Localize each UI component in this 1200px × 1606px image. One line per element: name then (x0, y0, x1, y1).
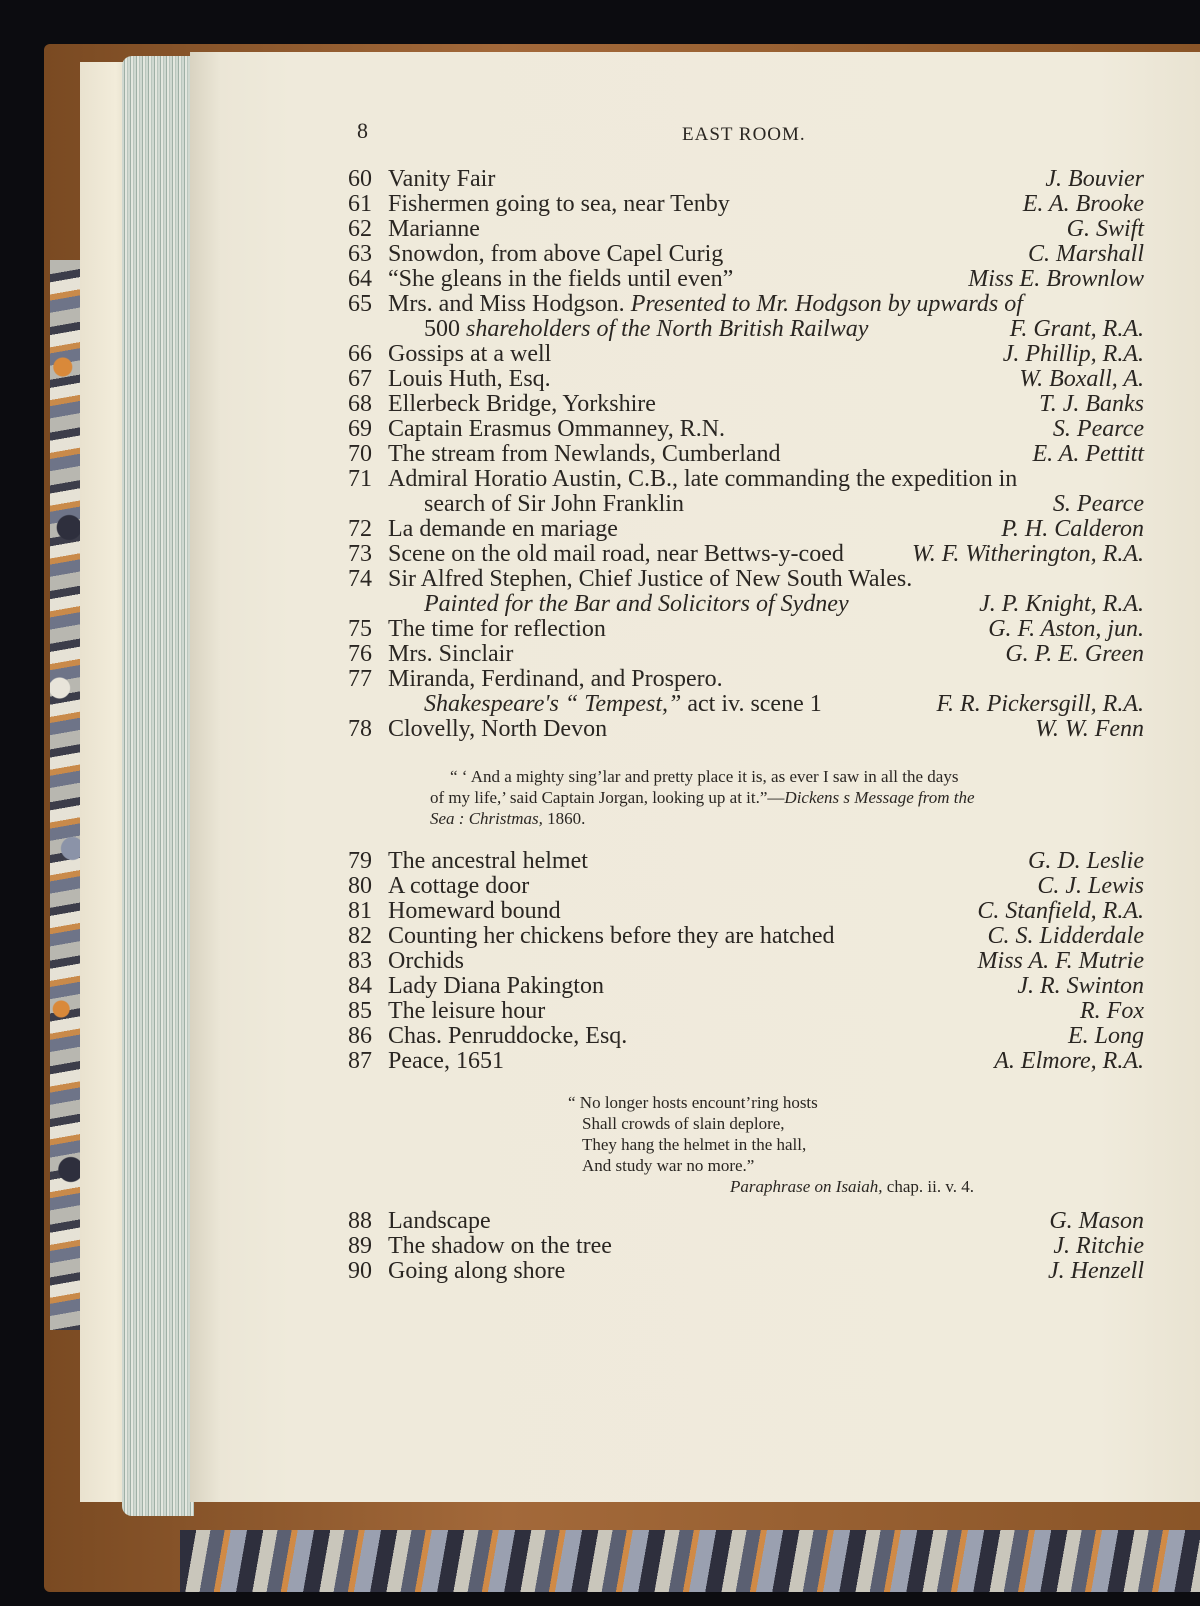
entry-title: A cottage door (388, 873, 530, 899)
catalogue-row-continuation (0, 591, 1200, 617)
entry-continuation (424, 316, 868, 342)
catalogue-row (0, 341, 1200, 367)
entry-title: The leisure hour (388, 998, 546, 1024)
poem-source (568, 1176, 974, 1197)
entry-artist: S. Pearce (1052, 491, 1144, 517)
entry-number: 62 (348, 216, 372, 242)
poem-line: They hang the helmet in the hall, (582, 1135, 807, 1154)
catalogue-row (0, 191, 1200, 217)
entry-artist: J. Phillip, R.A. (1002, 341, 1144, 367)
entry-title-group (388, 1233, 612, 1259)
entry-title-group (388, 566, 912, 592)
entry-number: 66 (348, 341, 372, 367)
entry-number: 70 (348, 441, 372, 467)
quote-line (430, 787, 975, 808)
entry-title: Louis Huth, Esq. (388, 366, 551, 392)
entry-number: 60 (348, 166, 372, 192)
entry-title: Peace, 1651 (388, 1048, 504, 1074)
entry-number: 80 (348, 873, 372, 899)
entry-title: Orchids (388, 948, 464, 974)
entry-number: 85 (348, 998, 372, 1024)
catalogue-row (0, 516, 1200, 542)
entry-number: 77 (348, 666, 372, 692)
entry-title-group (388, 366, 551, 392)
entry-number: 61 (348, 191, 372, 217)
entry-number: 84 (348, 973, 372, 999)
page-number: 8 (357, 118, 368, 143)
catalogue-row (0, 923, 1200, 949)
entry-title-group (388, 1208, 491, 1234)
entry-artist: J. Henzell (1048, 1258, 1144, 1284)
entry-number: 75 (348, 616, 372, 642)
entry-title-group (388, 948, 464, 974)
entry-artist: G. F. Aston, jun. (988, 616, 1144, 642)
entry-title: La demande en mariage (388, 516, 618, 542)
entry-title-group (388, 466, 1017, 492)
isaiah-poem (568, 1092, 974, 1197)
entry-artist: C. J. Lewis (1037, 873, 1144, 899)
entry-number: 64 (348, 266, 372, 292)
entry-cont-text: search of Sir John Franklin (424, 491, 684, 517)
catalogue-row (0, 716, 1200, 742)
entry-title-group (388, 616, 606, 642)
entry-number: 67 (348, 366, 372, 392)
entry-number: 82 (348, 923, 372, 949)
entry-title: Snowdon, from above Capel Curig (388, 241, 724, 267)
entry-title-group (388, 241, 723, 267)
entry-number: 89 (348, 1233, 372, 1259)
entry-cont-text: 500 (424, 316, 460, 342)
entry-artist: P. H. Calderon (1001, 516, 1144, 542)
entry-continuation (424, 691, 822, 717)
entry-title: The ancestral helmet (388, 848, 588, 874)
catalogue-row (0, 973, 1200, 999)
entry-title: Miranda, Ferdinand, and Prospero. (388, 666, 723, 692)
entry-artist: F. Grant, R.A. (1009, 316, 1144, 342)
entry-note: Presented to Mr. Hodgson by upwards of (630, 291, 1023, 317)
entry-title: Gossips at a well (388, 341, 552, 367)
entry-note: Painted for the Bar and Solicitors of Sydney (424, 591, 849, 617)
entry-artist: E. A. Pettitt (1032, 441, 1144, 467)
quote-source: Sea : Christmas, (430, 809, 543, 828)
entry-artist: W. Boxall, A. (1019, 366, 1144, 392)
catalogue-row (0, 541, 1200, 567)
quote-year: 1860. (547, 809, 586, 828)
entry-title-group (388, 191, 730, 217)
entry-title-group (388, 291, 1023, 317)
entry-artist: C. Stanfield, R.A. (977, 898, 1144, 924)
entry-number: 76 (348, 641, 372, 667)
entry-title-group (388, 416, 725, 442)
entry-title: Mrs. and Miss Hodgson. (388, 291, 625, 317)
entry-artist: E. A. Brooke (1022, 191, 1144, 217)
entry-artist: W. W. Fenn (1035, 716, 1144, 742)
entry-title: Ellerbeck Bridge, Yorkshire (388, 391, 656, 417)
entry-number: 65 (348, 291, 372, 317)
entry-artist: J. R. Swinton (1017, 973, 1144, 999)
entry-title-group (388, 848, 588, 874)
entry-artist: E. Long (1067, 1023, 1144, 1049)
entry-number: 69 (348, 416, 372, 442)
catalogue-row (0, 266, 1200, 292)
poem-line: Shall crowds of slain deplore, (582, 1114, 785, 1133)
entry-number: 63 (348, 241, 372, 267)
entry-title-group (388, 998, 545, 1024)
entry-title: Homeward bound (388, 898, 561, 924)
catalogue-row (0, 566, 1200, 592)
quote-line: “ ‘ And a mighty sing’lar and pretty place it is, as ever I saw in all the days (450, 767, 959, 786)
entry-artist: J. Bouvier (1045, 166, 1144, 192)
poem-source-title: Paraphrase on Isaiah, (730, 1177, 883, 1196)
entry-title-group (388, 391, 656, 417)
entry-title: Landscape (388, 1208, 491, 1234)
entry-title: Lady Diana Pakington (388, 973, 604, 999)
catalogue-row (0, 1258, 1200, 1284)
entry-note: shareholders of the North British Railway (466, 316, 869, 342)
entry-artist: C. S. Lidderdale (987, 923, 1144, 949)
catalogue-row (0, 466, 1200, 492)
catalogue-row (0, 166, 1200, 192)
entry-title-group (388, 898, 561, 924)
entry-title-group (388, 973, 604, 999)
entry-title-group (388, 1258, 565, 1284)
entry-note: Shakespeare's “ Tempest,” (424, 691, 682, 717)
entry-cont-text: act iv. scene 1 (687, 691, 822, 717)
entry-title-group (388, 441, 781, 467)
entry-title: Captain Erasmus Ommanney, R.N. (388, 416, 726, 442)
entry-title-group (388, 641, 513, 667)
catalogue-row (0, 641, 1200, 667)
catalogue-row-continuation (0, 691, 1200, 717)
entry-title-group (388, 166, 495, 192)
entry-title: Clovelly, North Devon (388, 716, 608, 742)
catalogue-row (0, 873, 1200, 899)
entry-artist: G. Mason (1049, 1208, 1144, 1234)
entry-title: The shadow on the tree (388, 1233, 612, 1259)
entry-number: 79 (348, 848, 372, 874)
entry-number: 87 (348, 1048, 372, 1074)
poem-line: And study war no more.” (582, 1156, 755, 1175)
entry-title-group (388, 541, 844, 567)
catalogue-row (0, 848, 1200, 874)
quote-source: Dickens s Message from the (784, 788, 975, 807)
entry-title-group (388, 873, 529, 899)
entry-artist: G. D. Leslie (1028, 848, 1144, 874)
entry-artist: J. P. Knight, R.A. (979, 591, 1144, 617)
entry-title: Marianne (388, 216, 480, 242)
entry-title-group (388, 341, 551, 367)
entry-number: 86 (348, 1023, 372, 1049)
entry-title: Scene on the old mail road, near Bettws-y-coed (388, 541, 844, 567)
entry-title: Counting her chickens before they are hatched (388, 923, 835, 949)
catalogue-row (0, 416, 1200, 442)
dickens-quote (430, 766, 975, 829)
catalogue-row (0, 948, 1200, 974)
catalogue-row (0, 666, 1200, 692)
entry-artist: J. Ritchie (1053, 1233, 1144, 1259)
catalogue-row (0, 391, 1200, 417)
catalogue-row (0, 1233, 1200, 1259)
entry-artist: G. P. E. Green (1005, 641, 1144, 667)
entry-artist: F. R. Pickersgill, R.A. (936, 691, 1144, 717)
entry-number: 74 (348, 566, 372, 592)
catalogue-row-continuation (0, 316, 1200, 342)
catalogue-row (0, 1023, 1200, 1049)
entry-title-group (388, 516, 618, 542)
entry-number: 68 (348, 391, 372, 417)
entry-title: Vanity Fair (388, 166, 496, 192)
catalogue-row (0, 366, 1200, 392)
entry-title: Sir Alfred Stephen, Chief Justice of New South Wales. (388, 566, 913, 592)
entry-number: 78 (348, 716, 372, 742)
poem-source-ref: chap. ii. v. 4. (886, 1177, 974, 1196)
entry-title-group (388, 716, 607, 742)
catalogue-row (0, 898, 1200, 924)
entry-title-group (388, 666, 723, 692)
entry-title-group (388, 216, 480, 242)
entry-artist: Miss E. Brownlow (968, 266, 1144, 292)
quote-line (430, 808, 975, 829)
entry-title: The stream from Newlands, Cumberland (388, 441, 781, 467)
entry-artist: T. J. Banks (1039, 391, 1144, 417)
entry-artist: G. Swift (1066, 216, 1144, 242)
entry-title: Admiral Horatio Austin, C.B., late commanding the expedition in (388, 466, 1018, 492)
entry-number: 81 (348, 898, 372, 924)
entry-title-group (388, 1048, 504, 1074)
entry-artist: S. Pearce (1052, 416, 1144, 442)
entry-number: 90 (348, 1258, 372, 1284)
entry-artist: C. Marshall (1027, 241, 1144, 267)
catalogue-row (0, 998, 1200, 1024)
entry-title: “She gleans in the fields until even” (388, 266, 734, 292)
catalogue-row (0, 216, 1200, 242)
entry-title: Mrs. Sinclair (388, 641, 514, 667)
entry-artist: R. Fox (1080, 998, 1144, 1024)
catalogue-row (0, 241, 1200, 267)
catalogue-row (0, 1048, 1200, 1074)
entry-number: 88 (348, 1208, 372, 1234)
running-title: EAST ROOM. (682, 124, 806, 145)
quote-text: of my life,’ said Captain Jorgan, looking up at it.”— (430, 788, 785, 807)
entry-title-group (388, 1023, 627, 1049)
catalogue-row-continuation (0, 491, 1200, 517)
entry-title-group (388, 923, 834, 949)
entry-number: 71 (348, 466, 372, 492)
entry-title: Fishermen going to sea, near Tenby (388, 191, 730, 217)
entry-number: 83 (348, 948, 372, 974)
entry-title: The time for reflection (388, 616, 606, 642)
catalogue-row (0, 1208, 1200, 1234)
entry-number: 72 (348, 516, 372, 542)
entry-title: Chas. Penruddocke, Esq. (388, 1023, 628, 1049)
entry-title-group (388, 266, 733, 292)
entry-title: Going along shore (388, 1258, 566, 1284)
entry-artist: W. F. Witherington, R.A. (911, 541, 1144, 567)
catalogue-row (0, 441, 1200, 467)
catalogue-row (0, 616, 1200, 642)
poem-line: “ No longer hosts encount’ring hosts (568, 1093, 818, 1112)
entry-number: 73 (348, 541, 372, 567)
entry-continuation (424, 591, 849, 617)
entry-artist: A. Elmore, R.A. (994, 1048, 1144, 1074)
catalogue-row (0, 291, 1200, 317)
entry-artist: Miss A. F. Mutrie (977, 948, 1144, 974)
entry-continuation (424, 491, 684, 517)
